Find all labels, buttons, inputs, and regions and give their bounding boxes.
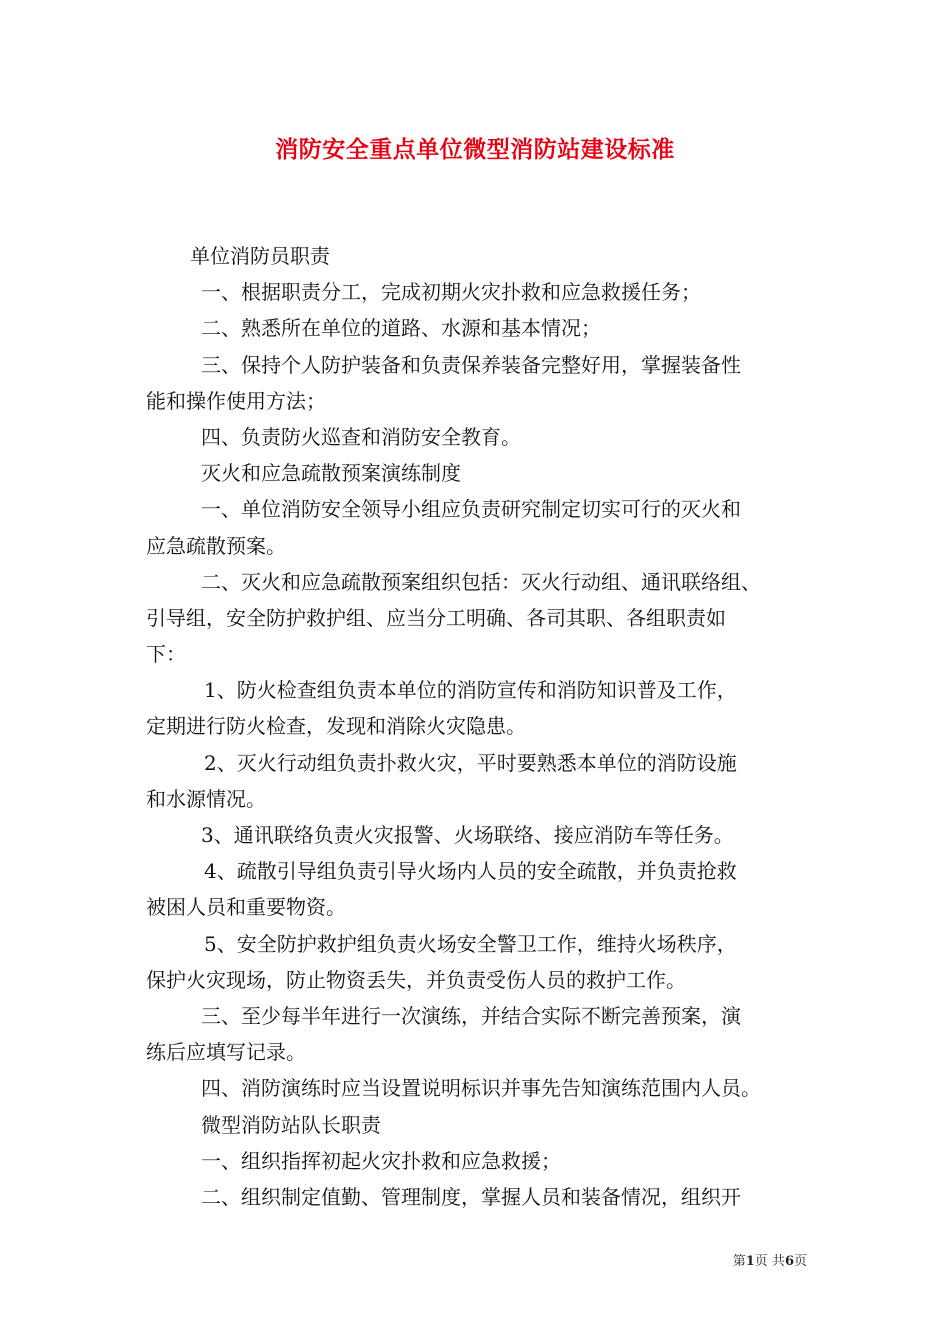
paragraph-line: 二、组织制定值勤、管理制度，掌握人员和装备情况，组织开 [201,1184,741,1209]
paragraph-line: 四、负责防火巡查和消防安全教育。 [201,424,521,449]
paragraph-line: 二、灭火和应急疏散预案组织包括：灭火行动组、通讯联络组、 [201,569,761,594]
paragraph-line: 1、防火检查组负责本单位的消防宣传和消防知识普及工作， [204,678,737,703]
total-pages: 6 [784,1254,794,1269]
paragraph-line: 一、根据职责分工，完成初期火灾扑救和应急救援任务； [201,280,701,305]
paragraph-line: 练后应填写记录。 [146,1040,306,1065]
page-number-middle: 页 共 [754,1254,785,1269]
paragraph-line: 下： [146,642,186,667]
page-number-suffix: 页 [793,1254,807,1269]
paragraph-line: 2、灭火行动组负责扑救火灾，平时要熟悉本单位的消防设施 [204,750,737,775]
paragraph-line: 四、消防演练时应当设置说明标识并事先告知演练范围内人员。 [201,1076,761,1101]
paragraph-line: 引导组，安全防护救护组、应当分工明确、各司其职、各组职责如 [146,605,726,630]
document-body [146,238,810,1215]
document-title: 消防安全重点单位微型消防站建设标准 [275,136,675,163]
paragraph-line: 能和操作使用方法； [146,388,326,413]
section-heading: 单位消防员职责 [190,244,330,268]
paragraph-line: 二、熟悉所在单位的道路、水源和基本情况； [201,316,601,341]
paragraph-line: 一、组织指挥初起火灾扑救和应急救援； [201,1148,561,1173]
page-number [733,1253,807,1271]
paragraph-line: 应急疏散预案。 [146,533,286,558]
section-heading: 灭火和应急疏散预案演练制度 [201,461,461,486]
paragraph-line: 保护火灾现场，防止物资丢失，并负责受伤人员的救护工作。 [146,967,686,992]
paragraph-line: 一、单位消防安全领导小组应负责研究制定切实可行的灭火和 [201,497,741,522]
paragraph-line: 和水源情况。 [146,786,266,811]
section-heading: 微型消防站队长职责 [201,1112,381,1137]
paragraph-line: 三、至少每半年进行一次演练，并结合实际不断完善预案，演 [201,1003,741,1028]
page-number-prefix: 第 [732,1254,746,1269]
paragraph-line: 被困人员和重要物资。 [146,895,346,920]
paragraph-line: 4、疏散引导组负责引导火场内人员的安全疏散，并负责抢救 [204,859,737,884]
current-page: 1 [745,1254,755,1269]
paragraph-line: 3、通讯联络负责火灾报警、火场联络、接应消防车等任务。 [201,823,734,847]
paragraph-line: 5、安全防护救护组负责火场安全警卫工作，维持火场秩序， [204,931,737,956]
paragraph-line: 定期进行防火检查，发现和消除火灾隐患。 [146,714,526,739]
paragraph-line: 三、保持个人防护装备和负责保养装备完整好用，掌握装备性 [201,352,741,377]
